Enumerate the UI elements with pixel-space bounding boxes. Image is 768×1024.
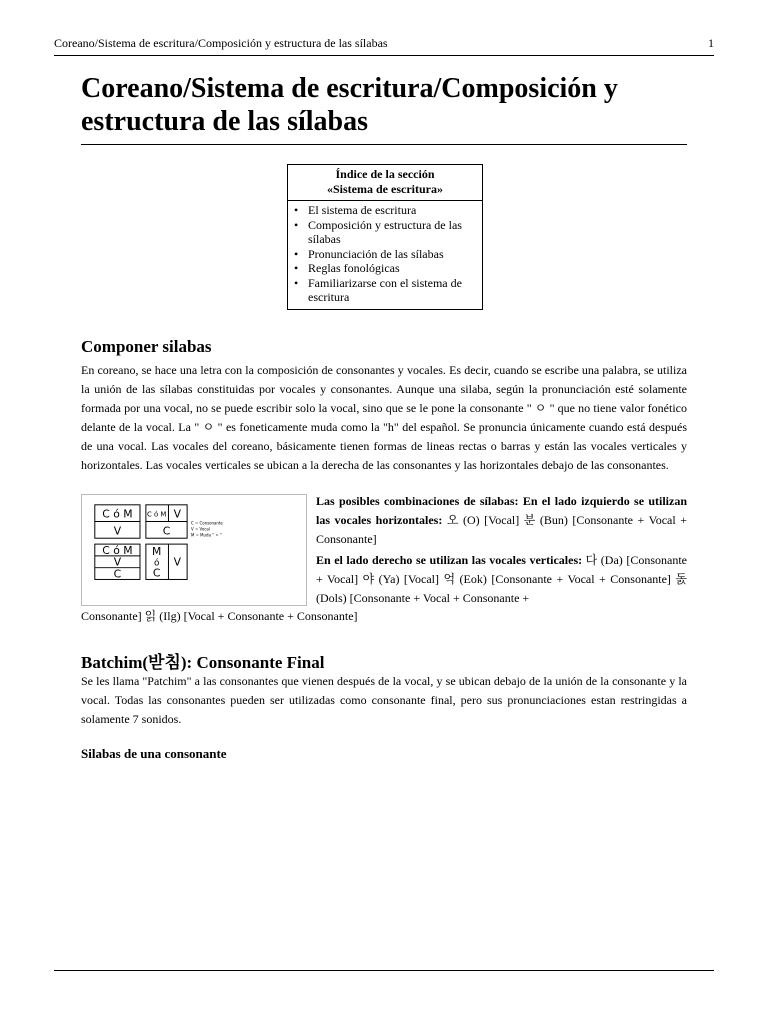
section-index-box <box>287 164 483 310</box>
box4-top-label: M <box>152 544 162 558</box>
section-index-link[interactable]: Composición y estructura de las sílabas <box>308 217 462 246</box>
box2-left-label: C ó M <box>147 510 167 519</box>
box4-right-label: V <box>173 555 181 569</box>
running-header-title: Coreano/Sistema de escritura/Composición y estructura de las sílabas <box>54 36 388 50</box>
section-heading-componer: Componer silabas <box>81 337 212 356</box>
section-heading-una-consonante: Silabas de una consonante <box>81 746 227 761</box>
section-heading-batchim: Batchim(받침): Consonante Final <box>81 653 325 672</box>
list-item[interactable] <box>294 218 476 247</box>
caption-text-horizontal: 오 (O) [Vocal] 분 (Bun) [Consonante + Vocal + Consonante] <box>316 513 687 546</box>
section-index-link[interactable]: El sistema de escritura <box>308 203 417 217</box>
box3-top-label: C ó M <box>102 543 133 557</box>
figure-caption-horizontal <box>316 492 687 549</box>
section-index-link[interactable]: Familiarizarse con el sistema de escritura <box>308 275 462 304</box>
caption-bold-horizontal: Las posibles combinaciones de sílabas: En el lado izquierdo se utilizan las vocales horizontales: <box>316 494 687 527</box>
caption-bold-vertical: En el lado derecho se utilizan las vocales verticales: <box>316 553 583 567</box>
box1-top-label: C ó M <box>102 507 133 521</box>
section-index-title-line2: «Sistema de escritura» <box>327 182 443 196</box>
box4-low-label: C <box>152 566 161 580</box>
figure-caption-tail: Consonante] 읽 (Ilg) [Vocal + Consonante + Consonante] <box>81 609 358 623</box>
page-title: Coreano/Sistema de escritura/Composición y estructura de las sílabas <box>81 72 687 145</box>
section-paragraph-componer: En coreano, se hace una letra con la composición de consonantes y vocales. Es decir, cuando se escribe una palabra, se utiliza la unión de las sílabas constituidas por vocales y consonantes. Aunque una silaba, según la pronunciación esté solamente formada por una vocal, no se puede escribir solo la vocal, sino que se le pone la consonante " ㅇ " que no tiene valor fonético delante de la vocal. La " ㅇ " es foneticamente muda como la "h" del español. Se pronuncia únicamente cuando está después de una vocal. Las vocales del coreano, básicamente tienen formas de lineas rectas o barras y están las vocales verticales y horizontales. Las vocales verticales se ubican a la derecha de las consonantes y las horizontales debajo de las consonantes. <box>81 363 687 472</box>
list-item[interactable] <box>294 261 476 276</box>
figure-caption-vertical <box>316 551 687 608</box>
caption-text-vertical: 다 (Da) [Consonante + Vocal] 야 (Ya) [Vocal] 억 (Eok) [Consonante + Vocal + Consonante] 돐 (Dols) [Consonante + Vocal + Consonante + <box>316 553 687 605</box>
page-number: 1 <box>708 36 714 50</box>
list-item[interactable] <box>294 247 476 262</box>
section-index-list <box>288 201 482 309</box>
box4-mid-label: ó <box>153 558 160 569</box>
box2-bottom-label: C <box>162 524 171 538</box>
box2-right-label: V <box>173 507 181 521</box>
section-paragraph-batchim: Se les llama "Patchim" a las consonantes que vienen después de la vocal, y se ubican debajo de la unión de la consonante y la vocal. Todas las consonantes pueden ser utilizadas como consonante final, pero sus pronunciaciones estan restringidas a solamente 7 sonidos. <box>81 674 687 726</box>
legend-vowel: V = Vocal <box>191 526 210 532</box>
section-index-link[interactable]: Reglas fonológicas <box>308 261 400 275</box>
section-index-title <box>288 165 482 201</box>
section-index-link[interactable]: Pronunciación de las sílabas <box>308 246 444 261</box>
legend-mute: M = Muda " ㅇ " <box>191 532 223 538</box>
syllable-structure-diagram <box>81 494 307 606</box>
running-header <box>54 36 714 56</box>
footer-divider <box>54 970 714 971</box>
list-item[interactable] <box>294 276 476 305</box>
box1-bottom-label: V <box>113 524 122 538</box>
section-index-title-line1: Índice de la sección <box>335 167 435 181</box>
box3-middle-label: V <box>113 555 122 569</box>
list-item[interactable] <box>294 203 476 218</box>
box3-bottom-label: C <box>113 567 122 581</box>
legend-consonant: C = Consonante <box>191 520 223 526</box>
